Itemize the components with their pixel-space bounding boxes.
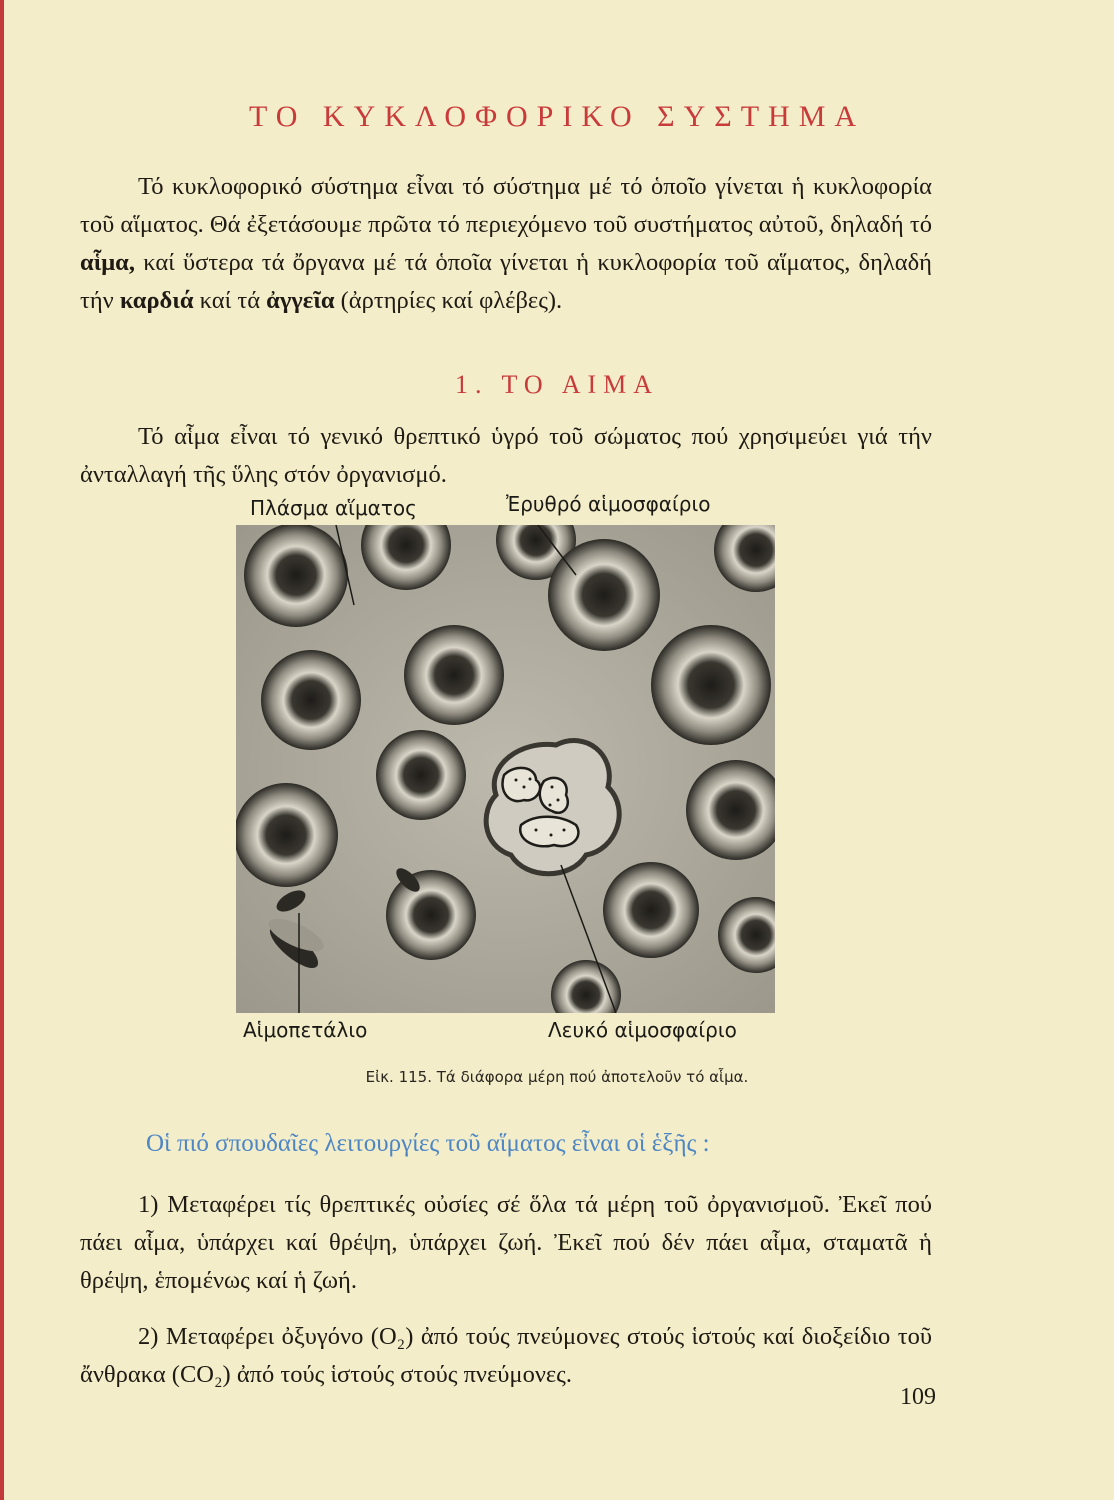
intro-text-1: Τό κυκλοφορικό σύστημα εἶναι τό σύστημα μέ τό ὁποῖο γίνεται ἡ κυκλοφορία τοῦ αἵματος. Θά ἐξετάσουμε πρῶτα τό περιεχόμενο τοῦ συστήματος αὐτοῦ, δηλαδή τό: [80, 173, 932, 238]
term-blood: αἷμα,: [80, 249, 135, 276]
intro-paragraph: [80, 168, 932, 320]
page-number: 109: [900, 1384, 936, 1410]
label-plasma: Πλάσμα αἵματος: [250, 496, 417, 520]
blood-cells-micrograph: [236, 525, 775, 1013]
chapter-title: ΤΟ ΚΥΚΛΟΦΟΡΙΚΟ ΣΥΣΤΗΜΑ: [248, 100, 866, 133]
intro-text-2: καί ὕστερα τά ὄργανα μέ τά ὁποῖα γίνεται ἡ κυκλοφορία τοῦ αἵματος, δηλαδή τήν: [80, 249, 932, 314]
label-red-blood-cell: Ἐρυθρό αἱμοσφαίριο: [506, 492, 711, 516]
term-vessels: ἀγγεῖα: [266, 287, 335, 314]
intro-text-4: (ἀρτηρίες καί φλέβες).: [334, 287, 563, 314]
term-heart: καρδιά: [119, 287, 194, 314]
label-white-blood-cell: Λευκό αἱμοσφαίριο: [548, 1018, 737, 1042]
function-item: 1) Μεταφέρει τίς θρεπτικές οὐσίες σέ ὅλα τά μέρη τοῦ ὀργανισμοῦ. Ἐκεῖ πού πάει αἷμα, ὑπάρχει καί θρέψη, ὑπάρχει ζωή. Ἐκεῖ πού δέν πάει αἷμα, σταματᾶ ἡ θρέψη, ἑπομένως καί ἡ ζωή.: [80, 1191, 932, 1294]
section-title: 1. ΤΟ ΑΙΜΑ: [454, 370, 660, 399]
page-edge-strip: [0, 0, 4, 1500]
blood-definition: Τό αἷμα εἶναι τό γενικό θρεπτικό ὑγρό τοῦ σώματος πού χρησιμεύει γιά τήν ἀνταλλαγή τῆς ὕλης στόν ὀργανισμό.: [80, 423, 932, 488]
function-item: 2) Μεταφέρει ὀξυγόνο (O₂) ἀπό τούς πνεύμονες στούς ἱστούς καί διοξείδιο τοῦ ἄνθρακα (CO₂) ἀπό τούς ἱστούς στούς πνεύμονες.: [80, 1323, 932, 1388]
intro-text-3: καί τά: [193, 287, 267, 314]
figure-caption: Εἰκ. 115. Τά διάφορα μέρη πού ἀποτελοῦν τό αἷμα.: [365, 1068, 749, 1086]
label-platelet: Αἱμοπετάλιο: [243, 1018, 368, 1042]
functions-heading: Οἱ πιό σπουδαῖες λειτουργίες τοῦ αἵματος εἶναι οἱ ἑξῆς :: [146, 1130, 710, 1157]
